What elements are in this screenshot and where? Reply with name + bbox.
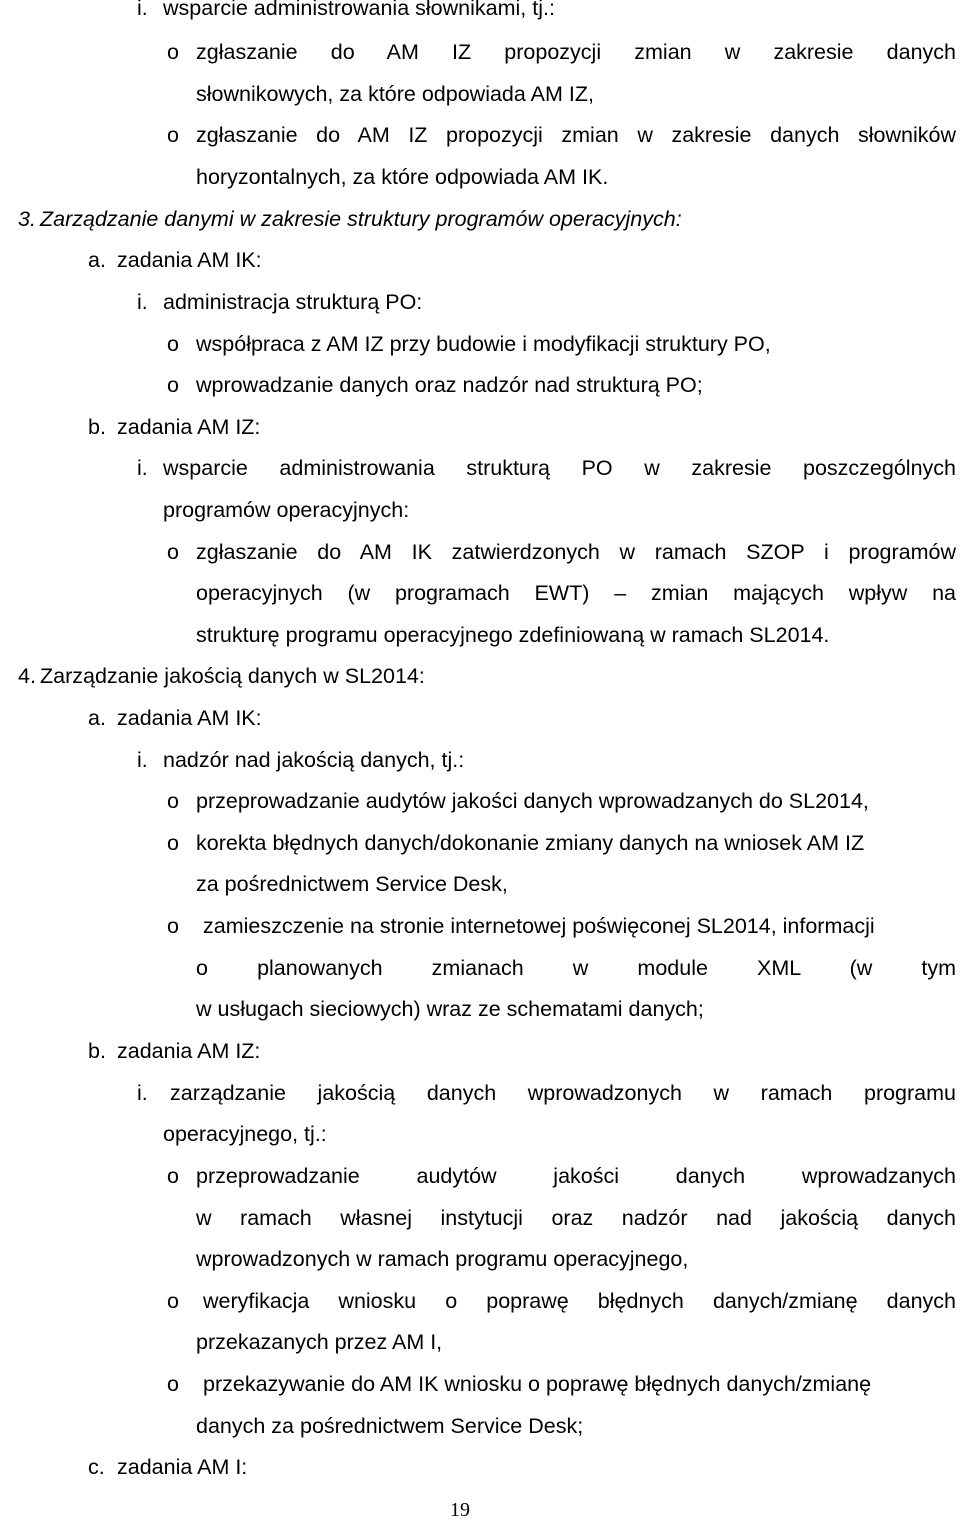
list-item-text: zarządzanie jakością danych wprowadzonych w ramach programu <box>170 1081 956 1105</box>
list-item-text: w ramach własnej instytucji oraz nadzór nad jakością danych <box>196 1206 956 1230</box>
list-marker: c. <box>88 1455 105 1479</box>
list-item-text: przeprowadzanie audytów jakości danych wprowadzanych <box>196 1164 956 1188</box>
bullet-marker: o <box>167 540 179 564</box>
list-item-text: administracja strukturą PO: <box>163 290 423 314</box>
bullet-marker: o <box>167 831 179 855</box>
list-marker: a. <box>88 706 106 730</box>
list-item-text: w usługach sieciowych) wraz ze schematami danych; <box>196 997 704 1021</box>
list-marker: b. <box>88 415 106 439</box>
list-item-text: przekazywanie do AM IK wniosku o poprawę błędnych danych/zmianę <box>203 1372 872 1396</box>
bullet-marker: o <box>167 332 179 356</box>
list-item-text: przekazanych przez AM I, <box>196 1330 443 1354</box>
list-marker: b. <box>88 1039 106 1063</box>
subsection-heading: zadania AM IK: <box>117 248 262 272</box>
subsection-heading: zadania AM I: <box>117 1455 248 1479</box>
section-number: 3. <box>18 207 36 231</box>
page-number: 19 <box>450 1499 470 1521</box>
list-item-text: wsparcie administrowania słownikami, tj.: <box>163 0 555 20</box>
list-marker: i. <box>137 290 148 314</box>
bullet-marker: o <box>167 373 179 397</box>
list-item-text: korekta błędnych danych/dokonanie zmiany danych na wniosek AM IZ <box>196 831 865 855</box>
section-heading: Zarządzanie danymi w zakresie struktury programów operacyjnych: <box>40 207 682 231</box>
bullet-marker: o <box>167 40 179 64</box>
list-item-text: operacyjnego, tj.: <box>163 1122 327 1146</box>
list-item-text: wprowadzanie danych oraz nadzór nad strukturą PO; <box>196 373 703 397</box>
list-marker: i. <box>137 1081 148 1105</box>
list-item-text: strukturę programu operacyjnego zdefiniowaną w ramach SL2014. <box>196 623 830 647</box>
list-item-text: o planowanych zmianach w module XML (w tym <box>196 956 956 980</box>
list-marker: a. <box>88 248 106 272</box>
list-item-text: nadzór nad jakością danych, tj.: <box>163 748 465 772</box>
list-item-text: za pośrednictwem Service Desk, <box>196 872 508 896</box>
bullet-marker: o <box>167 123 179 147</box>
list-item-text: zgłaszanie do AM IK zatwierdzonych w ramach SZOP i programów <box>196 540 956 564</box>
subsection-heading: zadania AM IK: <box>117 706 262 730</box>
list-item-text: zgłaszanie do AM IZ propozycji zmian w zakresie danych słowników <box>196 123 956 147</box>
subsection-heading: zadania AM IZ: <box>117 415 261 439</box>
list-item-text: współpraca z AM IZ przy budowie i modyfikacji struktury PO, <box>196 332 771 356</box>
list-item-text: horyzontalnych, za które odpowiada AM IK. <box>196 165 609 189</box>
section-number: 4. <box>18 664 36 688</box>
bullet-marker: o <box>167 914 179 938</box>
list-item-text: operacyjnych (w programach EWT) – zmian mających wpływ na <box>196 581 956 605</box>
list-item-text: danych za pośrednictwem Service Desk; <box>196 1414 584 1438</box>
list-item-text: wprowadzonych w ramach programu operacyjnego, <box>196 1247 689 1271</box>
list-item-text: weryfikacja wniosku o poprawę błędnych danych/zmianę danych <box>203 1289 956 1313</box>
section-heading: Zarządzanie jakością danych w SL2014: <box>40 664 425 688</box>
list-item-text: wsparcie administrowania strukturą PO w zakresie poszczególnych <box>163 456 956 480</box>
list-item-text: zgłaszanie do AM IZ propozycji zmian w zakresie danych <box>196 40 956 64</box>
list-item-text: przeprowadzanie audytów jakości danych wprowadzanych do SL2014, <box>196 789 869 813</box>
list-item-text: zamieszczenie na stronie internetowej poświęconej SL2014, informacji <box>203 914 875 938</box>
list-item-text: słownikowych, za które odpowiada AM IZ, <box>196 82 594 106</box>
bullet-marker: o <box>167 1372 179 1396</box>
bullet-marker: o <box>167 1289 179 1313</box>
list-item-text: programów operacyjnych: <box>163 498 410 522</box>
bullet-marker: o <box>167 1164 179 1188</box>
bullet-marker: o <box>167 789 179 813</box>
list-marker: i. <box>137 748 148 772</box>
list-marker: i. <box>137 456 148 480</box>
subsection-heading: zadania AM IZ: <box>117 1039 261 1063</box>
list-marker: i. <box>137 0 148 20</box>
